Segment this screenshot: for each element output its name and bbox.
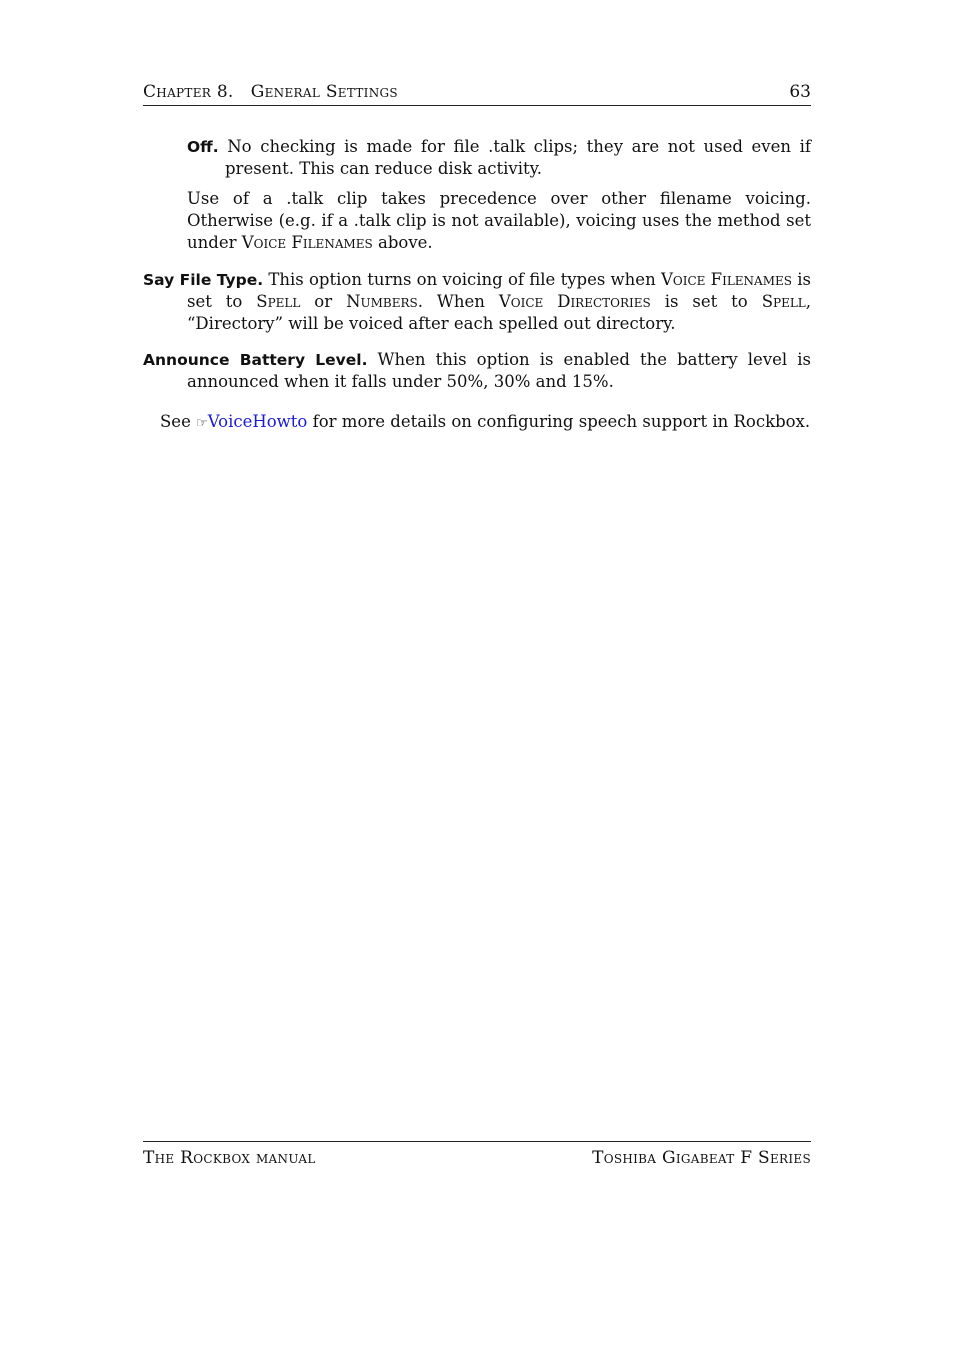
chapter-title: Chapter 8. General Settings [143, 82, 398, 102]
pointing-hand-icon: ☞ [196, 416, 208, 431]
say-file-type-text: , “Directory” will be voiced after each spelled out directory. [187, 292, 812, 333]
say-file-type-text: is set to [650, 292, 762, 311]
see-suffix: for more details on configuring speech support in Rockbox. [307, 412, 811, 431]
talk-clip-text-end: above. [372, 233, 433, 252]
off-option-description: No checking is made for file .talk clips; they are not used even if present. This can reduce disk activity. [225, 137, 811, 178]
off-option-item [187, 136, 811, 180]
see-prefix: See [160, 412, 197, 431]
voice-directories-ref: Voice Directories [498, 292, 651, 311]
voice-filenames-setting-ref: Voice Filenames [241, 233, 373, 252]
spell-ref: Spell [256, 292, 301, 311]
announce-battery-item [143, 349, 811, 393]
page-footer [143, 1141, 811, 1168]
say-file-type-text: is set to [187, 270, 811, 311]
announce-battery-term: Announce Battery Level. [143, 351, 368, 369]
page-header [143, 80, 811, 106]
say-file-type-term: Say File Type. [143, 271, 264, 289]
manual-title: The Rockbox manual [143, 1148, 316, 1168]
talk-clip-paragraph [187, 188, 811, 254]
say-file-type-text: . When [417, 292, 499, 311]
announce-battery-description: When this option is enabled the battery level is announced when it falls under 50%, 30% and 15%. [187, 350, 811, 391]
device-series: Toshiba Gigabeat F Series [592, 1148, 811, 1168]
spell-ref-2: Spell [761, 292, 806, 311]
voice-filenames-ref: Voice Filenames [660, 270, 792, 289]
page-body [143, 136, 811, 435]
voicehowto-link[interactable]: VoiceHowto [207, 412, 308, 431]
see-also-line [160, 411, 811, 435]
say-file-type-item [143, 269, 811, 335]
off-option-term: Off. [187, 138, 219, 156]
say-file-type-text: or [300, 292, 347, 311]
page-number: 63 [789, 82, 811, 102]
numbers-ref: Numbers [346, 292, 418, 311]
talk-clip-text: Use of a .talk clip takes precedence over other filename voicing. Otherwise (e.g. if a .talk clip is not available), voicing uses the method set under [187, 189, 811, 252]
say-file-type-text: This option turns on voicing of file types when [263, 270, 661, 289]
